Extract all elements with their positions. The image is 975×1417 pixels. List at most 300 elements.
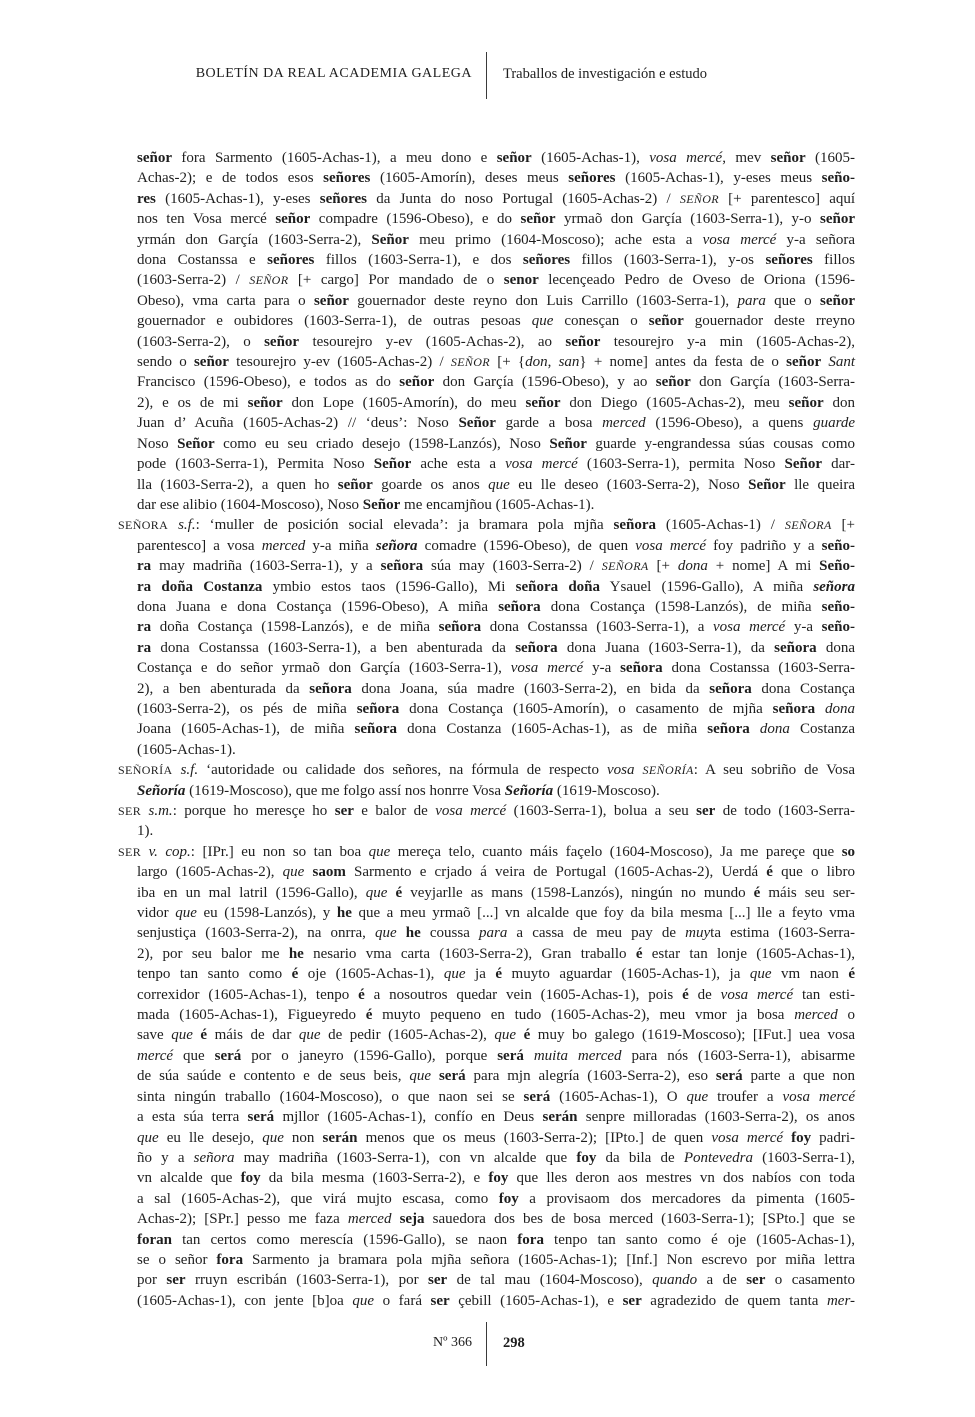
italic-text-run: vosa mercé [711,1129,784,1146]
text-run: Francisco (1596-Obeso), e todos as do [137,374,400,391]
text-run: dona Juana e dona Costança (1596-Obeso), A miña [137,598,499,615]
bold-text-run: señor [655,374,691,391]
text-run: 2), e os de mi [137,394,248,411]
text-run: muyto pequeno en tudo (1605-Achas-2), meu vmor ja bosa [372,1007,795,1024]
bold-text-run: seño- [821,619,855,636]
bold-text-run: señora [613,517,657,534]
bold-text-run: foy [576,1149,597,1166]
bold-text-run: señores [568,170,616,187]
text-run: don Garçía (1603-Serra- [690,374,855,391]
bold-text-run: señora [438,619,482,636]
italic-text-run: muy [685,925,711,942]
bold-text-run: he [405,925,421,942]
text-run: (1605-Achas-1), con jente [b]oa [137,1292,353,1309]
text-line [137,923,855,943]
italic-text-run: don [525,354,548,371]
bold-text-run: ser [166,1272,186,1289]
text-run: mjllor (1605-Achas-1), confío en Deus [274,1109,543,1126]
italic-text-run: que [531,313,554,330]
text-run: que [173,1047,215,1064]
text-line [137,1209,855,1229]
text-line [137,311,855,331]
italic-text-run: vosa [607,762,643,779]
text-run [168,517,178,533]
bold-text-run: señor [525,394,561,411]
text-run: dona Joana, súa madre (1603-Serra-2), en bida da [351,680,710,697]
text-run: don [823,394,856,411]
text-run: gouernador e oubidores (1603-Serra-1), de outras pesoas [137,313,532,330]
continued-paragraph [137,148,855,515]
text-run: + nome] A mi [707,558,820,575]
text-run: (1605-Achas-1), O [550,1088,687,1105]
italic-text-run: merced [602,415,646,432]
dictionary-entry [118,760,855,801]
text-line [137,352,855,372]
text-run: Juan d’ Acuña (1605-Achas-2) // ‘deus’: Noso [137,415,459,432]
text-run: dona Costanssa (1603-Serra- [662,660,855,677]
italic-text-run: vosa mercé [510,660,584,677]
text-line [137,1107,855,1127]
text-line [137,270,855,290]
text-line [137,658,855,678]
text-run: lla (1603-Serra-2), a quen ho [137,476,338,493]
text-run [173,762,181,778]
italic-text-run: que [282,864,305,881]
bold-italic-text-run: Señoría [504,782,554,799]
text-run: senpre milloradas (1603-Serra-2), os anos [577,1109,855,1126]
italic-text-run: v. cop. [148,843,191,860]
text-line [137,1270,855,1290]
text-run: Obeso), vma carta para o [137,292,314,309]
bold-text-run: señora [772,700,816,717]
text-run: de pedir (1605-Achas-2), [320,1027,495,1044]
text-run: : [IPr.] eu non so tan boa [190,843,369,860]
text-run: (1603-Serra-2) / [137,272,250,289]
text-run [783,1130,791,1146]
bold-text-run: ser [334,803,354,819]
text-run: muy bo galego (1619-Moscoso); [IFut.] uea vosa [530,1027,856,1044]
text-line [137,291,855,311]
text-run: eu lle desejo, [158,1129,263,1146]
text-run: tenpo tan santo como [137,966,292,983]
text-run: ache esta a [411,456,506,473]
italic-text-run: que [365,884,388,901]
text-line [137,944,855,964]
journal-title: BOLETÍN DA REAL ACADEMIA GALEGA [195,66,472,81]
bold-text-run: señor [137,150,172,166]
bold-text-run: seño- [821,537,856,554]
italic-text-run: vosa mercé [435,803,507,819]
text-run: a de [697,1272,747,1289]
text-run: 2), por seu balor me [137,945,289,962]
text-run: vidor [137,905,176,922]
text-line [137,536,855,556]
text-run: foy padriño y a [706,537,822,554]
text-run: [+ { [489,354,526,371]
text-line [137,413,855,433]
bold-text-run: foy [240,1170,261,1187]
text-run: para mjn alegría (1603-Serra-2), eso [465,1068,716,1085]
text-run: 2), a ben abenturada da [137,680,310,697]
text-run: veyjarlle as mans (1598-Lanzós), ningún no mundo [402,884,754,901]
text-run: yrmaõ don Garçía (1603-Serra-1), y-o [555,211,821,228]
text-run: dona Costanssa e [137,252,268,269]
text-run [304,864,312,880]
bold-text-run: Señor [784,456,823,473]
text-line [118,515,855,535]
bold-text-run: señora [356,700,400,717]
bold-text-run: será [497,1047,524,1064]
issue-number: Nº 366 [433,1335,472,1350]
bold-text-run: so [841,843,856,860]
italic-text-run: que [137,1129,159,1146]
text-run: tan certos como merescía (1596-Gallo), se naon [172,1231,518,1248]
text-run: meu primo (1604-Moscoso); ache esta a [408,231,703,248]
text-run: Costança e do señor yrmaõ don Garçía (1603-Serra-1), [137,660,511,677]
bold-text-run: Señor [373,456,412,473]
text-run: dar- [822,456,855,473]
text-run: sauedora dos bes de bosa merced (1603-Serra-1); [SPto.] que se [424,1211,856,1228]
bold-text-run: ser [746,1272,766,1289]
text-line [118,801,855,821]
text-run: y-a miña [305,537,376,554]
text-run: menos que os meus (1603-Serra-2); [IPto.] de quen [357,1129,712,1146]
bold-italic-text-run: señora [375,537,418,554]
text-line [137,1005,855,1025]
text-run: gouernador deste reyno don Luis Carrillo (1603-Serra-1), [348,292,738,309]
text-run: senjustiça (1603-Serra-2), na onrra, [137,925,375,942]
header-divider [486,52,487,99]
text-line [137,699,855,719]
text-run: garde a bosa [495,415,603,432]
text-run: súa may (1603-Serra-2) / [423,558,602,575]
bold-text-run: señores [267,252,315,269]
bold-text-run: será [214,1047,242,1064]
text-run: , [547,354,559,371]
text-run: para nós (1603-Serra-1), abisarme [621,1047,855,1064]
bold-text-run: é [395,884,403,901]
bold-text-run: señores [522,252,571,269]
bold-text-run: he [288,945,304,962]
text-line [137,434,855,454]
italic-text-run: s.f. [178,517,196,534]
text-line [137,883,855,903]
text-line [137,454,855,474]
text-line [137,985,855,1005]
text-line [137,1168,855,1188]
dictionary-entry [118,801,856,842]
text-run: pode (1603-Serra-1), Permita Noso [137,456,374,473]
text-line [137,679,855,699]
text-run: por [137,1272,167,1289]
text-line [137,372,855,392]
text-run: lecençeado Pedro de Oveso de Oriona (1596- [538,272,856,289]
italic-text-run: vosa mercé [720,986,794,1003]
bold-text-run: será [523,1088,551,1105]
bold-text-run: foy [488,1170,509,1187]
text-run: vn alcalde que [137,1170,241,1187]
italic-text-run: que [171,1027,193,1044]
text-run: fora Sarmento (1605-Achas-1), a meu dono e [172,150,497,166]
text-run: de súa saúde e contento e de seus beis, [137,1068,410,1085]
bold-text-run: Señor [458,415,496,432]
text-run: ño y a [137,1149,194,1166]
text-run: (1605-Achas-1), y-eses meus [615,170,822,187]
text-run: conesçan o [553,313,649,330]
italic-text-run: guarde [813,415,856,432]
text-line [137,1189,855,1209]
text-run: a provisaom dos mercadores da pimenta (1605- [518,1190,855,1207]
text-run: lle queira [785,476,855,493]
text-run: dona [816,639,855,656]
text-run: a nosoutros quedar vein (1605-Achas-1), pois [364,986,683,1003]
italic-text-run: Sant [828,354,856,371]
bold-text-run: serán [542,1109,578,1126]
text-line [137,189,855,209]
bold-text-run: ser [696,803,716,819]
italic-text-run: mercé [137,1047,174,1064]
text-run: : porque ho meresçe ho [172,803,335,819]
text-run: fillos (1603-Serra-1), e dos [314,252,523,269]
text-run [397,925,406,941]
bold-text-run: señor [496,150,532,166]
text-run: çebill (1605-Achas-1), e [449,1292,623,1309]
text-line [137,719,855,739]
italic-text-run: Pontevedra [683,1149,753,1166]
bold-text-run: señora [309,680,352,697]
text-run [815,701,825,717]
text-run: (1603-Serra-1), permita Noso [577,456,785,473]
subentry-label: SEÑORA [784,518,832,533]
text-run: don Diego (1605-Achas-2), meu [560,394,789,411]
italic-text-run: merced [794,1007,838,1024]
text-run [391,1211,399,1227]
text-run: a cassa de meu pay de [507,925,686,942]
bold-text-run: é [358,986,365,1003]
italic-text-run: vosa mercé [713,619,786,636]
text-line [118,842,855,862]
text-run: oje (1605-Achas-1), [298,966,444,983]
bold-text-run: res [137,190,156,207]
bold-text-run: seño- [821,170,856,187]
text-line [137,903,855,923]
text-run: nos ten Vosa mercé [137,211,276,228]
italic-text-run: dona [677,558,708,575]
text-run: dona Costanza (1605-Achas-1), as de miña [396,721,708,738]
text-run [750,721,760,737]
text-line [137,964,855,984]
bold-text-run: señor [247,394,283,411]
bold-text-run: serán [322,1129,358,1146]
italic-text-run: vosa mercé [702,231,777,248]
text-line [137,495,855,515]
bold-text-run: é [291,966,299,983]
text-run: : A seu sobriño de Vosa [693,762,855,779]
text-run: : ‘muller de posición social elevada’: ja bramara pola mjña [195,517,614,534]
text-run: [+ parentesco] aquí [718,190,856,207]
text-run: troufer a [708,1088,783,1105]
text-run: yrmán don Garçía (1603-Serra-2), [137,231,372,248]
text-run: estar tan lonje (1605-Achas-1), [642,945,855,962]
italic-text-run: muita merced [533,1047,622,1064]
italic-text-run: s.f. [180,762,199,779]
text-run: de [688,986,721,1003]
text-run: comadre (1596-Obeso), de quen [417,537,636,554]
text-line [137,332,855,352]
italic-text-run: vosa mercé [649,150,723,166]
text-run: don Garçía (1596-Obeso), y ao [434,374,656,391]
text-run: muyto aguardar (1605-Achas-1), ja [502,966,750,983]
italic-text-run: que [409,1068,432,1085]
text-run: may madriña (1603-Serra-1), y a [151,558,381,575]
text-run: sinta ningún traballo (1604-Moscoso), o que naon sei se [137,1088,524,1105]
bold-text-run: señores [323,170,371,187]
italic-text-run: que [368,843,391,860]
text-line [137,821,855,841]
bold-text-run: señor [275,211,311,228]
text-run: tan esti- [793,986,855,1003]
bold-text-run: señora [354,721,397,738]
bold-text-run: será [247,1109,275,1126]
text-run: (1605- [805,150,856,166]
subentry-label: SEÑOR [450,355,490,370]
text-run: ja [465,966,496,983]
text-run: da Junta do noso Portugal (1605-Achas-2) / [366,190,680,207]
headword: SER [118,804,142,818]
text-run: de todo (1603-Serra- [715,803,856,819]
text-run: y-a señora [776,231,855,248]
text-run: que lles deron aos mestres vn dos nabíos con toda [508,1170,855,1187]
page-body [118,148,856,1311]
text-line [137,148,855,168]
bold-text-run: seño- [821,598,856,615]
italic-text-run: para [478,925,508,942]
text-run: de tal mau (1604-Moscoso), [447,1272,653,1289]
text-run: a sal (1605-Achas-2), que virá mujto escasa, como [137,1190,499,1207]
bold-text-run: é [200,1027,208,1044]
text-run: (1605-Amorín), deses meus [370,170,569,187]
text-run [516,1027,524,1043]
bold-text-run: señora doña [515,578,601,595]
text-run: mada (1605-Achas-1), Figueyredo [137,1007,366,1024]
text-run: Sarmento ja bramara pola mjña señora (1605-Achas-1); [Inf.] Non escrevo por miña lettra [243,1251,855,1268]
text-run: o fará [374,1292,431,1309]
bold-text-run: señor [264,333,300,350]
text-line [137,740,855,760]
bold-text-run: señor [193,354,229,371]
text-run: que o libro [772,864,856,881]
text-run: tesourejro y-ev (1605-Achas-2), ao [299,333,566,350]
italic-text-run: mer- [826,1292,855,1309]
text-run: a esta súa terra [137,1109,248,1126]
text-run: agradezido de quem tanta [641,1292,827,1309]
subentry-label: SEÑOR [249,273,289,288]
italic-text-run: señora [193,1149,235,1166]
text-line [137,1250,855,1270]
bold-text-run: señora [707,721,750,738]
bold-text-run: señora [498,598,541,615]
text-run: máis seu ser- [760,884,856,901]
bold-text-run: señor [788,394,824,411]
text-run: 1). [137,823,154,840]
bold-text-run: foy [498,1190,519,1207]
italic-text-run: que [494,1027,517,1044]
text-line [137,475,855,495]
text-run: Achas-2); [SPr.] pesso me faza [137,1211,348,1228]
text-line [137,577,855,597]
footer-divider [486,1322,487,1366]
bold-text-run: ra [137,639,152,656]
italic-text-run: que [175,905,197,922]
text-line [137,209,855,229]
italic-text-run: que [298,1027,321,1044]
italic-text-run: quando [652,1272,698,1289]
text-run: me encamjñou (1605-Achas-1). [400,496,595,513]
bold-text-run: señor [786,354,822,371]
text-run: fillos [812,252,855,269]
text-run: padri- [811,1129,855,1146]
bold-text-run: é [848,966,856,983]
text-line [137,1087,855,1107]
text-run: (1603-Serra-1), bolua a seu [506,803,697,819]
bold-italic-text-run: señora [813,578,855,595]
text-run [431,1068,439,1084]
text-run: dona Costança (1598-Lanzós), de miña [540,598,822,615]
text-run: vm naon [771,966,849,983]
text-run: [+ cargo] Por mandado de o [288,272,504,289]
bold-text-run: é [682,986,689,1003]
italic-text-run: vosa mercé [782,1088,855,1105]
bold-text-run: señora [380,558,424,575]
text-run: máis de dar [207,1027,299,1044]
headword: SER [118,844,142,859]
bold-text-run: é [365,1007,373,1024]
text-line [137,168,855,188]
text-run: que o [765,292,820,309]
text-run: } + nome] antes da festa de o [579,354,787,371]
bold-text-run: señor [520,211,556,228]
text-run: , mev [722,150,771,166]
text-run: por o janeyro (1596-Gallo), porque [241,1047,498,1064]
text-run: (1603-Serra-2), os pés de miña [137,700,357,717]
text-line [137,638,855,658]
text-run: y-a [583,660,621,677]
text-run: largo (1605-Achas-2), [137,864,283,881]
italic-text-run: merced [347,1211,392,1228]
text-run: [+ [648,558,678,575]
text-run: [+ [831,517,856,534]
italic-text-run: san [558,354,580,371]
text-run: se o señor [137,1251,217,1268]
bold-text-run: señora [620,660,663,677]
text-run: dona Costança [751,680,856,697]
text-run: Ysauel (1596-Gallo), A miña [600,578,814,595]
bold-text-run: é [753,884,761,901]
text-run: compadre (1596-Obeso), e do [310,211,521,228]
text-line [137,1046,855,1066]
bold-text-run: é [766,864,773,881]
text-run: iba en un mal latril (1596-Gallo), [137,884,366,901]
text-run: dar ese alibio (1604-Moscoso), Noso [137,496,363,513]
bold-text-run: fora [517,1231,544,1248]
text-run: como eu seu criado desejo (1598-Lanzós), Noso [214,435,550,452]
text-run: (1605-Achas-1), y-eses [155,190,320,207]
bold-text-run: foy [791,1129,812,1146]
text-run: correxidor (1605-Achas-1), tenpo [137,986,359,1003]
italic-text-run: s.m. [148,803,173,819]
italic-text-run: que [352,1292,375,1309]
bold-text-run: foran [137,1231,172,1248]
